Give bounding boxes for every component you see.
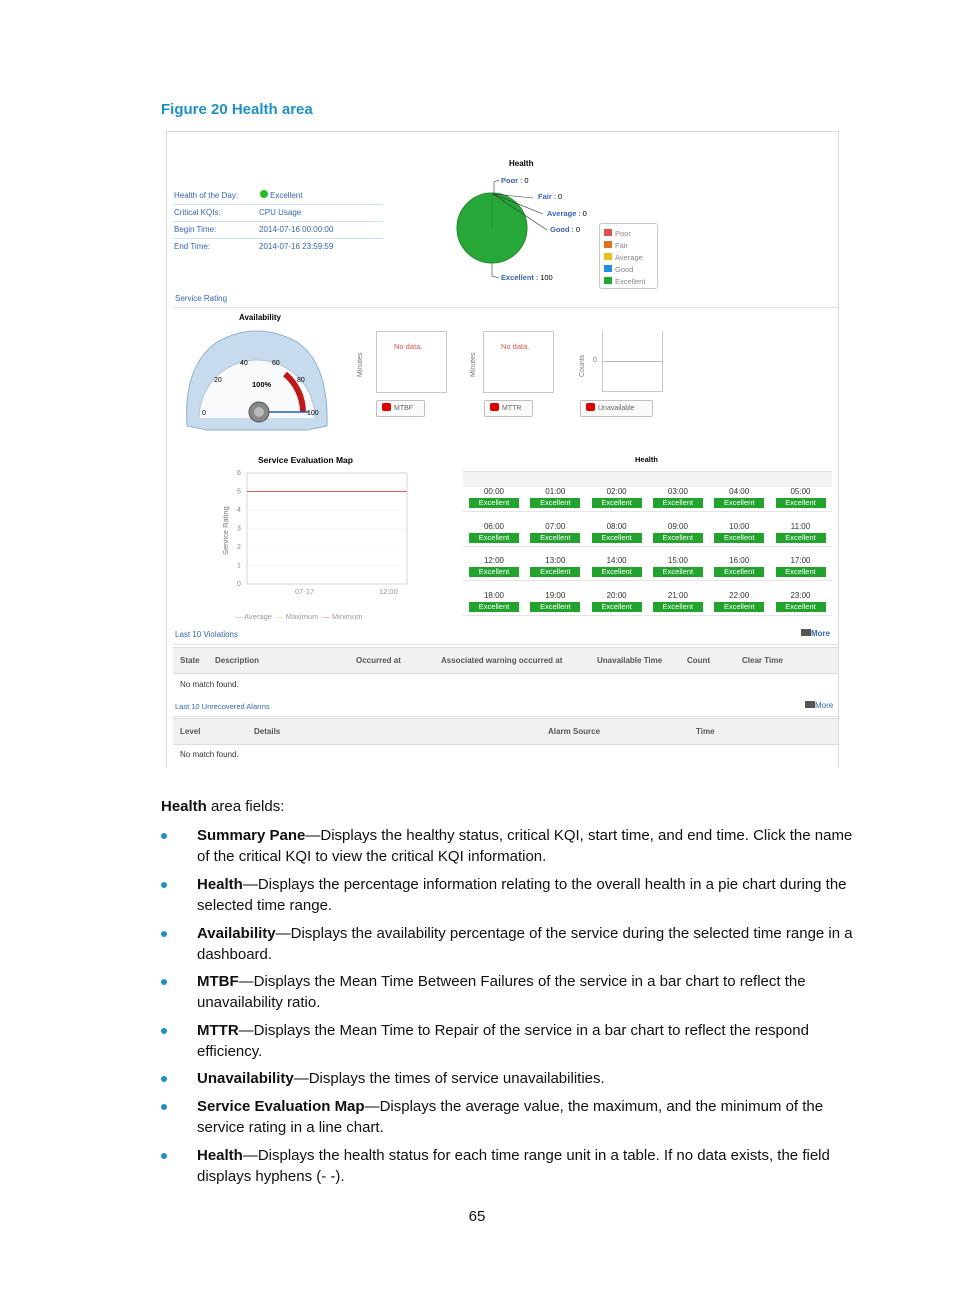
bullet-icon	[161, 1028, 167, 1034]
unavailable-legend-button[interactable]	[580, 400, 653, 417]
bullet-term: Unavailability	[197, 1070, 294, 1087]
health-cell-status: Excellent	[653, 602, 703, 612]
col-clear-time: Clear Time	[742, 656, 783, 665]
summary-value: 2014-07-16 23:59:59	[259, 242, 334, 251]
health-cell-time: 09:00	[667, 521, 688, 531]
bullet-icon	[161, 979, 167, 985]
summary-row-begin	[173, 222, 383, 239]
bullet-text: —Displays the Mean Time to Repair of the service in a bar chart to reflect the respond efficiency.	[197, 1022, 809, 1060]
folder-icon	[801, 629, 811, 636]
mtbf-axis-label: Minutes	[357, 352, 364, 377]
field-bullet-item	[197, 1096, 865, 1138]
field-bullet-item	[197, 874, 865, 916]
col-state: State	[180, 656, 200, 665]
summary-label: Health of the Day:	[174, 191, 239, 200]
availability-title: Availability	[239, 313, 281, 322]
health-cell-status: Excellent	[592, 567, 642, 577]
pie-legend-item[interactable]	[604, 264, 645, 276]
legend-maximum: Maximum	[285, 612, 319, 621]
mttr-no-data: No data.	[501, 342, 530, 351]
health-area-screenshot	[166, 131, 839, 768]
bullet-text: —Displays the health status for each time range unit in a table. If no data exists, the field displays hyphens (- -).	[197, 1147, 830, 1185]
health-cell-status: Excellent	[592, 602, 642, 612]
legend-label: Fair	[615, 241, 628, 250]
y-tick-label: 4	[237, 507, 241, 514]
health-cell-status: Excellent	[714, 498, 764, 508]
bullet-text: —Displays the average value, the maximum, and the minimum of the service rating in a line chart.	[197, 1098, 824, 1136]
field-bullet-item	[197, 1145, 865, 1187]
health-cell-time: 06:00	[483, 521, 505, 531]
health-cell-status: Excellent	[776, 567, 826, 577]
health-pie-title: Health	[509, 159, 534, 168]
mtbf-no-data: No data.	[394, 342, 423, 351]
health-cell-time: 18:00	[483, 590, 505, 600]
health-cell-status: Excellent	[653, 533, 703, 543]
health-cell-status: Excellent	[592, 533, 642, 543]
chart-title: Service Evaluation Map	[258, 455, 353, 465]
unavail-button-label: Unavailable	[598, 405, 635, 412]
bullet-icon	[161, 833, 167, 839]
bullet-text: —Displays the Mean Time Between Failures of the service in a bar chart to reflect the unavailability ratio.	[197, 973, 806, 1011]
gauge-tick: 60	[272, 360, 280, 367]
bullet-icon	[161, 931, 167, 937]
health-cell-time: 15:00	[667, 556, 688, 566]
health-cell-status: Excellent	[530, 567, 580, 577]
legend-minimum: Minimum	[332, 612, 363, 621]
health-cell-status: Excellent	[714, 567, 764, 577]
bullet-term: Health	[197, 1147, 243, 1164]
divider	[173, 644, 838, 645]
chart-legend: — Average — Maximum — Minimum	[235, 612, 363, 621]
health-cell-status: Excellent	[530, 602, 580, 612]
health-cell-time: 05:00	[790, 487, 811, 496]
mtbf-chart	[376, 331, 447, 393]
pie-callout-good: Good : 0	[550, 225, 581, 234]
health-cell-time: 21:00	[667, 590, 688, 600]
alarms-title: Last 10 Unrecovered Alarms	[175, 702, 270, 711]
summary-label: Begin Time:	[174, 225, 217, 234]
health-cell-status: Excellent	[653, 567, 703, 577]
gauge-value: 100%	[252, 380, 272, 389]
summary-value: Excellent	[270, 191, 303, 200]
pie-callout-average: Average : 0	[547, 209, 587, 218]
health-cell-status: Excellent	[653, 498, 703, 508]
gauge-tick: 40	[240, 360, 248, 367]
status-dot-icon	[260, 190, 268, 198]
summary-label: End Time:	[174, 242, 211, 251]
legend-label: Average	[615, 253, 643, 262]
health-cell-time: 11:00	[790, 521, 811, 531]
legend-swatch-icon	[604, 277, 612, 284]
health-cell-time: 03:00	[667, 487, 688, 496]
x-tick-label: 07-17	[295, 587, 315, 596]
health-cell-time: 14:00	[606, 556, 627, 566]
health-table-header	[463, 471, 832, 487]
field-bullet-item	[197, 1020, 865, 1062]
pie-callout-fair: Fair : 0	[538, 192, 563, 201]
health-cell-status: Excellent	[776, 533, 826, 543]
health-cell-status: Excellent	[469, 602, 519, 612]
gauge-tick: 0	[202, 410, 206, 417]
red-square-icon	[490, 403, 499, 411]
summary-row-health	[173, 188, 383, 205]
page-number: 65	[468, 1208, 486, 1225]
health-cell-status: Excellent	[469, 498, 519, 508]
y-tick-label: 2	[237, 544, 241, 551]
health-cell-status: Excellent	[714, 533, 764, 543]
violations-header	[173, 647, 838, 674]
field-bullet-item	[197, 1068, 865, 1089]
health-cell-time: 04:00	[729, 487, 750, 496]
pie-legend-item[interactable]	[604, 276, 645, 288]
intro-bold: Health	[161, 798, 207, 815]
field-bullet-item	[197, 825, 865, 867]
health-cell-time: 17:00	[790, 556, 811, 566]
divider	[173, 307, 838, 308]
health-cell-time: 02:00	[606, 487, 627, 496]
bullet-term: Health	[197, 876, 243, 893]
legend-label: Good	[615, 265, 634, 274]
legend-swatch-icon	[604, 265, 612, 272]
health-cell-status: Excellent	[469, 567, 519, 577]
bullet-icon	[161, 1153, 167, 1159]
unavail-chart	[602, 331, 663, 392]
health-cell-time: 23:00	[790, 590, 811, 600]
health-cell-status: Excellent	[592, 498, 642, 508]
divider	[173, 716, 838, 717]
bullet-text: —Displays the times of service unavailabilities.	[293, 1070, 605, 1087]
pie-legend-item[interactable]	[604, 228, 645, 240]
service-evaluation-chart	[217, 468, 417, 628]
bullet-term: Service Evaluation Map	[197, 1098, 365, 1115]
bullet-term: MTBF	[197, 973, 239, 990]
col-description: Description	[215, 656, 260, 665]
mttr-button-label: MTTR	[502, 405, 522, 412]
critical-kqi-link[interactable]: CPU Usage	[259, 208, 302, 217]
red-square-icon	[382, 403, 391, 411]
violations-more-link[interactable]	[801, 629, 830, 638]
field-bullet-item	[197, 923, 865, 965]
intro-rest: area fields:	[206, 798, 285, 815]
alarms-empty: No match found.	[180, 750, 239, 759]
gauge-tick: 20	[214, 377, 222, 384]
health-cell-time: 16:00	[729, 556, 750, 566]
legend-average: Average	[244, 612, 272, 621]
bullet-term: Summary Pane	[197, 827, 306, 844]
health-cell-time: 08:00	[606, 521, 627, 531]
health-cell-time: 19:00	[545, 590, 566, 600]
more-label: More	[815, 701, 834, 710]
col-time: Time	[696, 727, 715, 736]
unavail-axis-label: Counts	[579, 354, 586, 377]
y-tick-label: 1	[237, 562, 241, 570]
field-bullet-item	[197, 971, 865, 1013]
mtbf-legend-button[interactable]	[376, 400, 425, 417]
summary-value: 2014-07-16 00:00:00	[259, 225, 334, 234]
gauge-tick: 80	[297, 377, 305, 384]
legend-label: Poor	[615, 229, 631, 238]
row-divider	[463, 615, 832, 616]
health-table	[463, 486, 832, 622]
gauge-tick: 100	[307, 410, 319, 417]
summary-label: Critical KQIs:	[174, 208, 221, 217]
bullet-term: Availability	[197, 925, 276, 942]
mttr-chart	[483, 331, 554, 393]
chart-ylabel: Service Rating	[221, 506, 230, 555]
health-cell-status: Excellent	[776, 498, 826, 508]
alarms-header	[173, 718, 838, 745]
col-alarm-source: Alarm Source	[548, 727, 601, 736]
mttr-legend-button[interactable]	[484, 400, 533, 417]
pie-legend-item[interactable]	[604, 240, 645, 252]
col-associated: Associated warning occurred at	[441, 656, 563, 665]
bullet-text: —Displays the availability percentage of the service during the selected time range in a dashboard.	[197, 925, 853, 963]
pie-legend-item[interactable]	[604, 252, 645, 264]
health-cell-status: Excellent	[469, 533, 519, 543]
pie-callout-excellent: Excellent : 100	[501, 273, 553, 282]
legend-swatch-icon	[604, 229, 612, 236]
row-divider	[463, 511, 832, 512]
service-rating-label: Service Rating	[175, 294, 228, 303]
health-cell-time: 00:00	[483, 487, 505, 496]
mttr-axis-label: Minutes	[470, 352, 477, 377]
legend-swatch-icon	[604, 253, 612, 260]
bullet-icon	[161, 1104, 167, 1110]
health-cell-time: 01:00	[545, 487, 566, 496]
bullet-term: MTTR	[197, 1022, 239, 1039]
folder-icon	[805, 701, 815, 708]
red-square-icon	[586, 403, 595, 411]
col-count: Count	[687, 656, 711, 665]
legend-swatch-icon	[604, 241, 612, 248]
more-label: More	[811, 629, 831, 638]
x-tick-label: 12:00	[379, 587, 398, 596]
summary-row-end	[173, 239, 383, 255]
health-cell-time: 20:00	[606, 590, 627, 600]
legend-label: Excellent	[615, 277, 646, 286]
health-table-title: Health	[635, 455, 658, 464]
health-cell-time: 12:00	[483, 556, 505, 566]
y-tick-label: 0	[237, 581, 241, 588]
row-divider	[463, 580, 832, 581]
y-tick-label: 3	[237, 525, 241, 533]
unavail-zero-tick: 0	[593, 357, 597, 364]
health-cell-time: 07:00	[545, 521, 566, 531]
health-cell-time: 10:00	[729, 521, 750, 531]
health-cell-status: Excellent	[530, 533, 580, 543]
alarms-more-link[interactable]	[805, 701, 833, 710]
y-tick-label: 5	[237, 488, 241, 496]
col-occurred: Occurred at	[356, 656, 401, 665]
row-divider	[463, 546, 832, 547]
bullet-icon	[161, 882, 167, 888]
health-cell-status: Excellent	[776, 602, 826, 612]
col-details: Details	[254, 727, 281, 736]
health-cell-status: Excellent	[714, 602, 764, 612]
pie-callout-poor: Poor : 0	[501, 176, 529, 185]
health-cell-time: 22:00	[729, 590, 750, 600]
col-level: Level	[180, 727, 201, 736]
mtbf-button-label: MTBF	[394, 405, 414, 412]
health-cell-status: Excellent	[530, 498, 580, 508]
summary-row-kqi	[173, 205, 383, 222]
bullet-text: —Displays the healthy status, critical KQI, start time, and end time. Click the name of the critical KQI to view the critical KQI information.	[197, 827, 853, 865]
figure-caption: Figure 20 Health area	[161, 101, 313, 118]
col-unavailable-time: Unavailable Time	[597, 656, 663, 665]
fields-intro	[161, 798, 284, 815]
violations-empty: No match found.	[180, 680, 239, 689]
bullet-icon	[161, 1076, 167, 1082]
violations-title: Last 10 Violations	[175, 630, 239, 639]
health-cell-time: 13:00	[545, 556, 566, 566]
pie-legend	[599, 223, 658, 289]
bullet-text: —Displays the percentage information relating to the overall health in a pie chart during the selected time range.	[197, 876, 847, 914]
y-tick-label: 6	[237, 470, 241, 477]
